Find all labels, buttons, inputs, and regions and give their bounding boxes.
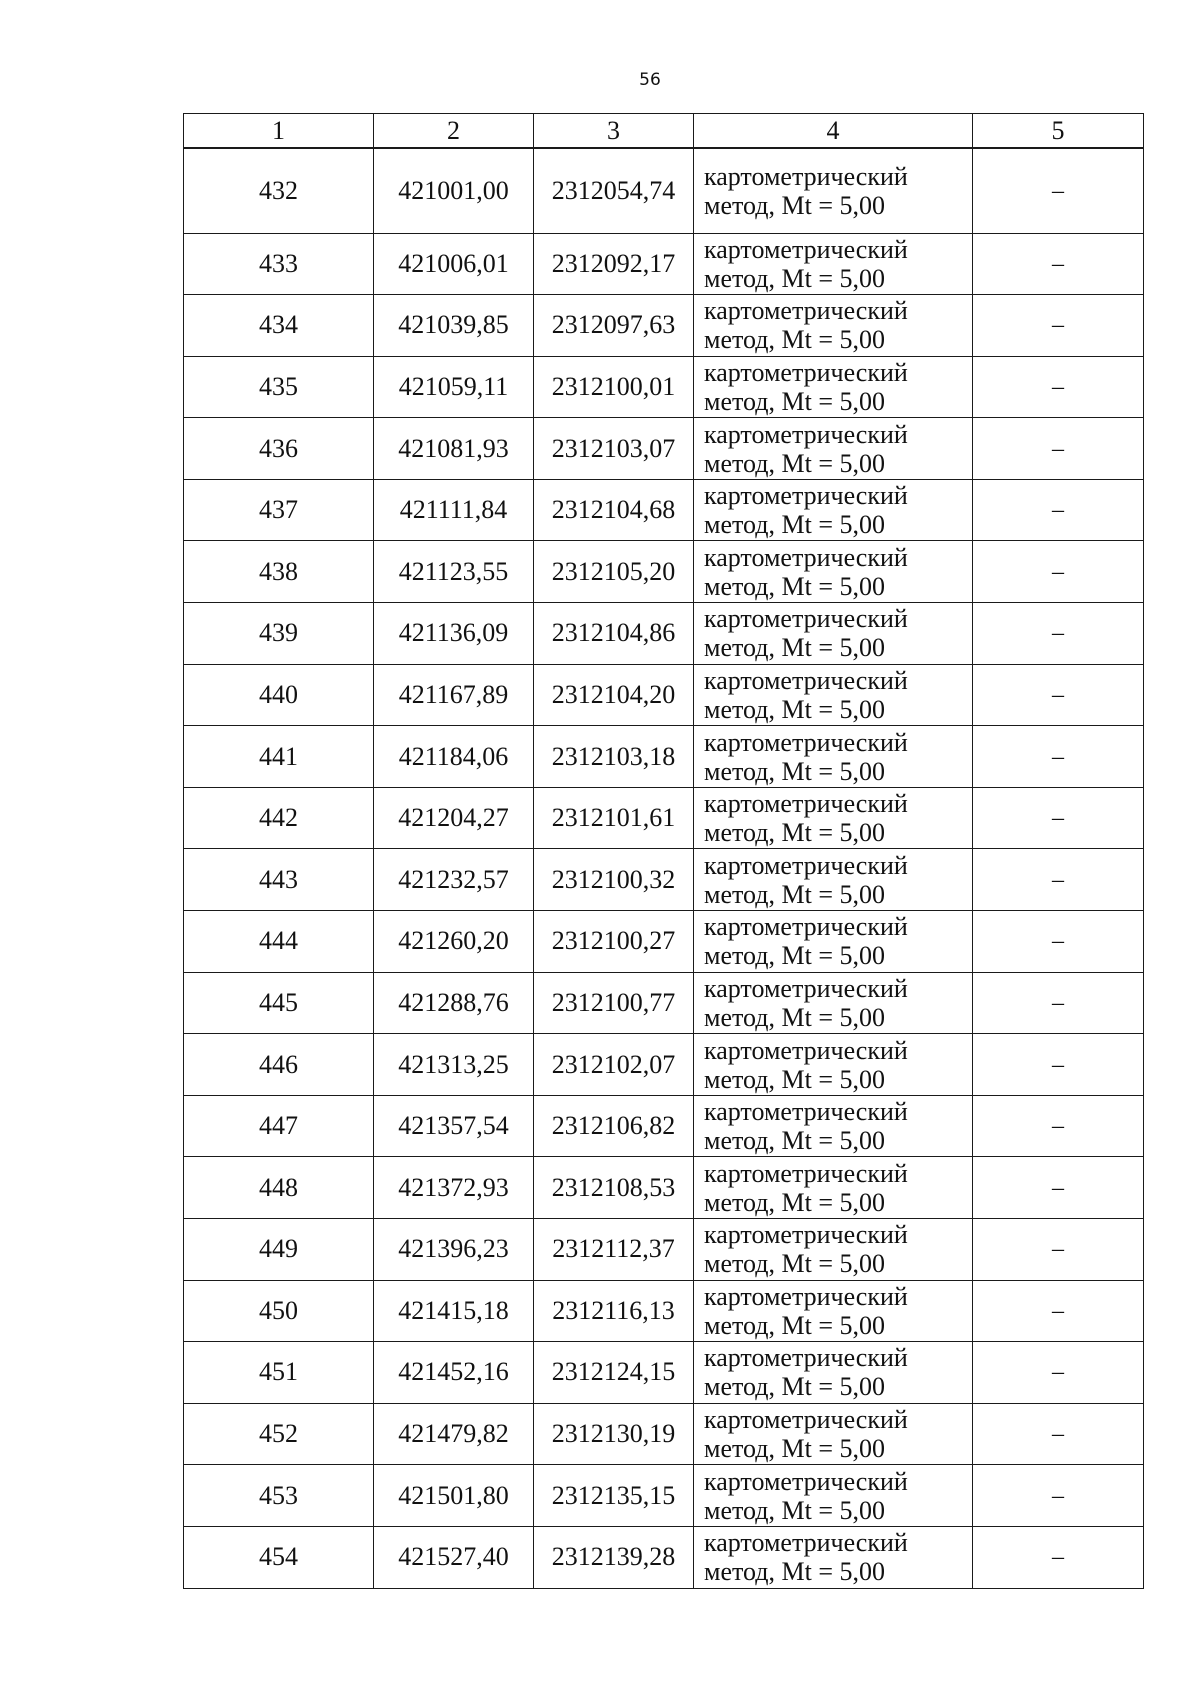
method-line-1: картометрический bbox=[704, 1097, 908, 1127]
method-line-2: метод, Mt = 5,00 bbox=[704, 818, 885, 848]
y-coordinate-cell: 2312108,53 bbox=[534, 1157, 694, 1219]
method-line-1: картометрический bbox=[704, 665, 908, 695]
table-row bbox=[184, 1034, 1144, 1096]
point-number-cell: 436 bbox=[184, 418, 374, 480]
x-coordinate-cell: 421501,80 bbox=[374, 1465, 534, 1527]
column-5-cell: – bbox=[973, 1219, 1144, 1281]
x-coordinate-cell: 421081,93 bbox=[374, 418, 534, 480]
point-number-cell: 437 bbox=[184, 479, 374, 541]
method-line-1: картометрический bbox=[704, 1528, 908, 1558]
table-row bbox=[184, 233, 1144, 295]
column-5-cell: – bbox=[973, 479, 1144, 541]
method-line-1: картометрический bbox=[704, 1466, 908, 1496]
method-line-1: картометрический bbox=[704, 1281, 908, 1311]
y-coordinate-cell: 2312103,18 bbox=[534, 726, 694, 788]
point-number-cell: 447 bbox=[184, 1095, 374, 1157]
y-coordinate-cell: 2312100,32 bbox=[534, 849, 694, 911]
method-line-1: картометрический bbox=[704, 481, 908, 511]
x-coordinate-cell: 421167,89 bbox=[374, 664, 534, 726]
point-number-cell: 452 bbox=[184, 1403, 374, 1465]
column-5-cell: – bbox=[973, 1342, 1144, 1404]
method-cell bbox=[694, 787, 973, 849]
method-cell bbox=[694, 233, 973, 295]
point-number-cell: 445 bbox=[184, 972, 374, 1034]
method-cell bbox=[694, 1403, 973, 1465]
table-row bbox=[184, 972, 1144, 1034]
method-cell bbox=[694, 1034, 973, 1096]
point-number-cell: 440 bbox=[184, 664, 374, 726]
table-header bbox=[184, 114, 1144, 149]
method-line-2: метод, Mt = 5,00 bbox=[704, 694, 885, 724]
method-line-1: картометрический bbox=[704, 419, 908, 449]
table-row bbox=[184, 295, 1144, 357]
method-cell bbox=[694, 849, 973, 911]
point-number-cell: 451 bbox=[184, 1342, 374, 1404]
method-line-2: метод, Mt = 5,00 bbox=[704, 1187, 885, 1217]
column-5-cell: – bbox=[973, 1157, 1144, 1219]
method-line-1: картометрический bbox=[704, 1343, 908, 1373]
table-row bbox=[184, 1157, 1144, 1219]
x-coordinate-cell: 421232,57 bbox=[374, 849, 534, 911]
column-5-cell: – bbox=[973, 664, 1144, 726]
point-number-cell: 454 bbox=[184, 1526, 374, 1588]
method-line-2: метод, Mt = 5,00 bbox=[704, 1126, 885, 1156]
method-line-2: метод, Mt = 5,00 bbox=[704, 448, 885, 478]
x-coordinate-cell: 421288,76 bbox=[374, 972, 534, 1034]
method-cell bbox=[694, 1280, 973, 1342]
method-line-2: метод, Mt = 5,00 bbox=[704, 1249, 885, 1279]
point-number-cell: 432 bbox=[184, 148, 374, 233]
table-row bbox=[184, 356, 1144, 418]
point-number-cell: 434 bbox=[184, 295, 374, 357]
column-header-3: 3 bbox=[534, 114, 694, 149]
table-row bbox=[184, 1465, 1144, 1527]
column-5-cell: – bbox=[973, 787, 1144, 849]
column-header-5: 5 bbox=[973, 114, 1144, 149]
column-5-cell: – bbox=[973, 1465, 1144, 1527]
y-coordinate-cell: 2312112,37 bbox=[534, 1219, 694, 1281]
method-cell bbox=[694, 1095, 973, 1157]
column-5-cell: – bbox=[973, 418, 1144, 480]
method-cell bbox=[694, 1157, 973, 1219]
column-5-cell: – bbox=[973, 295, 1144, 357]
method-cell bbox=[694, 356, 973, 418]
column-5-cell: – bbox=[973, 911, 1144, 973]
column-5-cell: – bbox=[973, 603, 1144, 665]
table-body bbox=[184, 148, 1144, 1588]
x-coordinate-cell: 421001,00 bbox=[374, 148, 534, 233]
x-coordinate-cell: 421313,25 bbox=[374, 1034, 534, 1096]
point-number-cell: 435 bbox=[184, 356, 374, 418]
method-line-1: картометрический bbox=[704, 850, 908, 880]
table-row bbox=[184, 726, 1144, 788]
point-number-cell: 448 bbox=[184, 1157, 374, 1219]
method-cell bbox=[694, 972, 973, 1034]
column-5-cell: – bbox=[973, 1280, 1144, 1342]
method-line-2: метод, Mt = 5,00 bbox=[704, 571, 885, 601]
method-cell bbox=[694, 418, 973, 480]
point-number-cell: 450 bbox=[184, 1280, 374, 1342]
method-cell bbox=[694, 726, 973, 788]
x-coordinate-cell: 421204,27 bbox=[374, 787, 534, 849]
method-line-2: метод, Mt = 5,00 bbox=[704, 1557, 885, 1587]
method-line-1: картометрический bbox=[704, 1158, 908, 1188]
method-cell bbox=[694, 1219, 973, 1281]
table-row bbox=[184, 1403, 1144, 1465]
method-cell bbox=[694, 148, 973, 233]
method-cell bbox=[694, 664, 973, 726]
table-row bbox=[184, 849, 1144, 911]
y-coordinate-cell: 2312100,77 bbox=[534, 972, 694, 1034]
column-5-cell: – bbox=[973, 233, 1144, 295]
y-coordinate-cell: 2312100,27 bbox=[534, 911, 694, 973]
header-row bbox=[184, 114, 1144, 149]
method-line-2: метод, Mt = 5,00 bbox=[704, 1495, 885, 1525]
x-coordinate-cell: 421372,93 bbox=[374, 1157, 534, 1219]
column-header-1: 1 bbox=[184, 114, 374, 149]
coordinates-table bbox=[183, 113, 1144, 1589]
method-line-1: картометрический bbox=[704, 542, 908, 572]
column-5-cell: – bbox=[973, 972, 1144, 1034]
x-coordinate-cell: 421184,06 bbox=[374, 726, 534, 788]
point-number-cell: 438 bbox=[184, 541, 374, 603]
x-coordinate-cell: 421059,11 bbox=[374, 356, 534, 418]
method-line-1: картометрический bbox=[704, 1035, 908, 1065]
column-5-cell: – bbox=[973, 1095, 1144, 1157]
table-row bbox=[184, 148, 1144, 233]
table-row bbox=[184, 1526, 1144, 1588]
method-line-2: метод, Mt = 5,00 bbox=[704, 756, 885, 786]
table-row bbox=[184, 1095, 1144, 1157]
y-coordinate-cell: 2312105,20 bbox=[534, 541, 694, 603]
y-coordinate-cell: 2312100,01 bbox=[534, 356, 694, 418]
y-coordinate-cell: 2312116,13 bbox=[534, 1280, 694, 1342]
table-row bbox=[184, 787, 1144, 849]
method-line-1: картометрический bbox=[704, 234, 908, 264]
method-cell bbox=[694, 541, 973, 603]
x-coordinate-cell: 421111,84 bbox=[374, 479, 534, 541]
method-line-2: метод, Mt = 5,00 bbox=[704, 1064, 885, 1094]
method-cell bbox=[694, 479, 973, 541]
page-number: 56 bbox=[639, 70, 661, 90]
y-coordinate-cell: 2312104,86 bbox=[534, 603, 694, 665]
table-row bbox=[184, 664, 1144, 726]
method-cell bbox=[694, 1465, 973, 1527]
method-cell bbox=[694, 295, 973, 357]
method-line-2: метод, Mt = 5,00 bbox=[704, 510, 885, 540]
method-line-1: картометрический bbox=[704, 296, 908, 326]
y-coordinate-cell: 2312130,19 bbox=[534, 1403, 694, 1465]
method-line-2: метод, Mt = 5,00 bbox=[704, 879, 885, 909]
method-line-2: метод, Mt = 5,00 bbox=[704, 190, 885, 220]
x-coordinate-cell: 421357,54 bbox=[374, 1095, 534, 1157]
x-coordinate-cell: 421260,20 bbox=[374, 911, 534, 973]
method-cell bbox=[694, 1342, 973, 1404]
y-coordinate-cell: 2312092,17 bbox=[534, 233, 694, 295]
table-row bbox=[184, 479, 1144, 541]
method-line-1: картометрический bbox=[704, 1405, 908, 1435]
y-coordinate-cell: 2312139,28 bbox=[534, 1526, 694, 1588]
method-line-2: метод, Mt = 5,00 bbox=[704, 1372, 885, 1402]
method-line-2: метод, Mt = 5,00 bbox=[704, 941, 885, 971]
method-cell bbox=[694, 911, 973, 973]
table-row bbox=[184, 1280, 1144, 1342]
method-line-2: метод, Mt = 5,00 bbox=[704, 1002, 885, 1032]
table-row bbox=[184, 418, 1144, 480]
y-coordinate-cell: 2312103,07 bbox=[534, 418, 694, 480]
method-cell bbox=[694, 1526, 973, 1588]
column-5-cell: – bbox=[973, 541, 1144, 603]
method-line-2: метод, Mt = 5,00 bbox=[704, 633, 885, 663]
point-number-cell: 441 bbox=[184, 726, 374, 788]
x-coordinate-cell: 421039,85 bbox=[374, 295, 534, 357]
y-coordinate-cell: 2312124,15 bbox=[534, 1342, 694, 1404]
point-number-cell: 444 bbox=[184, 911, 374, 973]
x-coordinate-cell: 421415,18 bbox=[374, 1280, 534, 1342]
column-header-2: 2 bbox=[374, 114, 534, 149]
x-coordinate-cell: 421452,16 bbox=[374, 1342, 534, 1404]
point-number-cell: 443 bbox=[184, 849, 374, 911]
x-coordinate-cell: 421479,82 bbox=[374, 1403, 534, 1465]
x-coordinate-cell: 421527,40 bbox=[374, 1526, 534, 1588]
column-5-cell: – bbox=[973, 1526, 1144, 1588]
method-line-1: картометрический bbox=[704, 161, 908, 191]
table-row bbox=[184, 911, 1144, 973]
column-header-4: 4 bbox=[694, 114, 973, 149]
y-coordinate-cell: 2312104,68 bbox=[534, 479, 694, 541]
y-coordinate-cell: 2312054,74 bbox=[534, 148, 694, 233]
method-line-2: метод, Mt = 5,00 bbox=[704, 263, 885, 293]
y-coordinate-cell: 2312101,61 bbox=[534, 787, 694, 849]
method-line-1: картометрический bbox=[704, 727, 908, 757]
point-number-cell: 442 bbox=[184, 787, 374, 849]
x-coordinate-cell: 421396,23 bbox=[374, 1219, 534, 1281]
column-5-cell: – bbox=[973, 1403, 1144, 1465]
method-line-1: картометрический bbox=[704, 604, 908, 634]
column-5-cell: – bbox=[973, 148, 1144, 233]
x-coordinate-cell: 421123,55 bbox=[374, 541, 534, 603]
table-row bbox=[184, 1342, 1144, 1404]
method-line-1: картометрический bbox=[704, 912, 908, 942]
y-coordinate-cell: 2312135,15 bbox=[534, 1465, 694, 1527]
point-number-cell: 446 bbox=[184, 1034, 374, 1096]
table-row bbox=[184, 603, 1144, 665]
x-coordinate-cell: 421006,01 bbox=[374, 233, 534, 295]
method-line-1: картометрический bbox=[704, 1220, 908, 1250]
method-cell bbox=[694, 603, 973, 665]
method-line-2: метод, Mt = 5,00 bbox=[704, 386, 885, 416]
method-line-2: метод, Mt = 5,00 bbox=[704, 325, 885, 355]
method-line-2: метод, Mt = 5,00 bbox=[704, 1310, 885, 1340]
method-line-1: картометрический bbox=[704, 789, 908, 819]
column-5-cell: – bbox=[973, 726, 1144, 788]
method-line-1: картометрический bbox=[704, 357, 908, 387]
point-number-cell: 453 bbox=[184, 1465, 374, 1527]
y-coordinate-cell: 2312102,07 bbox=[534, 1034, 694, 1096]
x-coordinate-cell: 421136,09 bbox=[374, 603, 534, 665]
method-line-1: картометрический bbox=[704, 973, 908, 1003]
column-5-cell: – bbox=[973, 849, 1144, 911]
method-line-2: метод, Mt = 5,00 bbox=[704, 1434, 885, 1464]
y-coordinate-cell: 2312097,63 bbox=[534, 295, 694, 357]
point-number-cell: 439 bbox=[184, 603, 374, 665]
point-number-cell: 449 bbox=[184, 1219, 374, 1281]
point-number-cell: 433 bbox=[184, 233, 374, 295]
column-5-cell: – bbox=[973, 356, 1144, 418]
column-5-cell: – bbox=[973, 1034, 1144, 1096]
table-row bbox=[184, 1219, 1144, 1281]
y-coordinate-cell: 2312104,20 bbox=[534, 664, 694, 726]
y-coordinate-cell: 2312106,82 bbox=[534, 1095, 694, 1157]
table-row bbox=[184, 541, 1144, 603]
